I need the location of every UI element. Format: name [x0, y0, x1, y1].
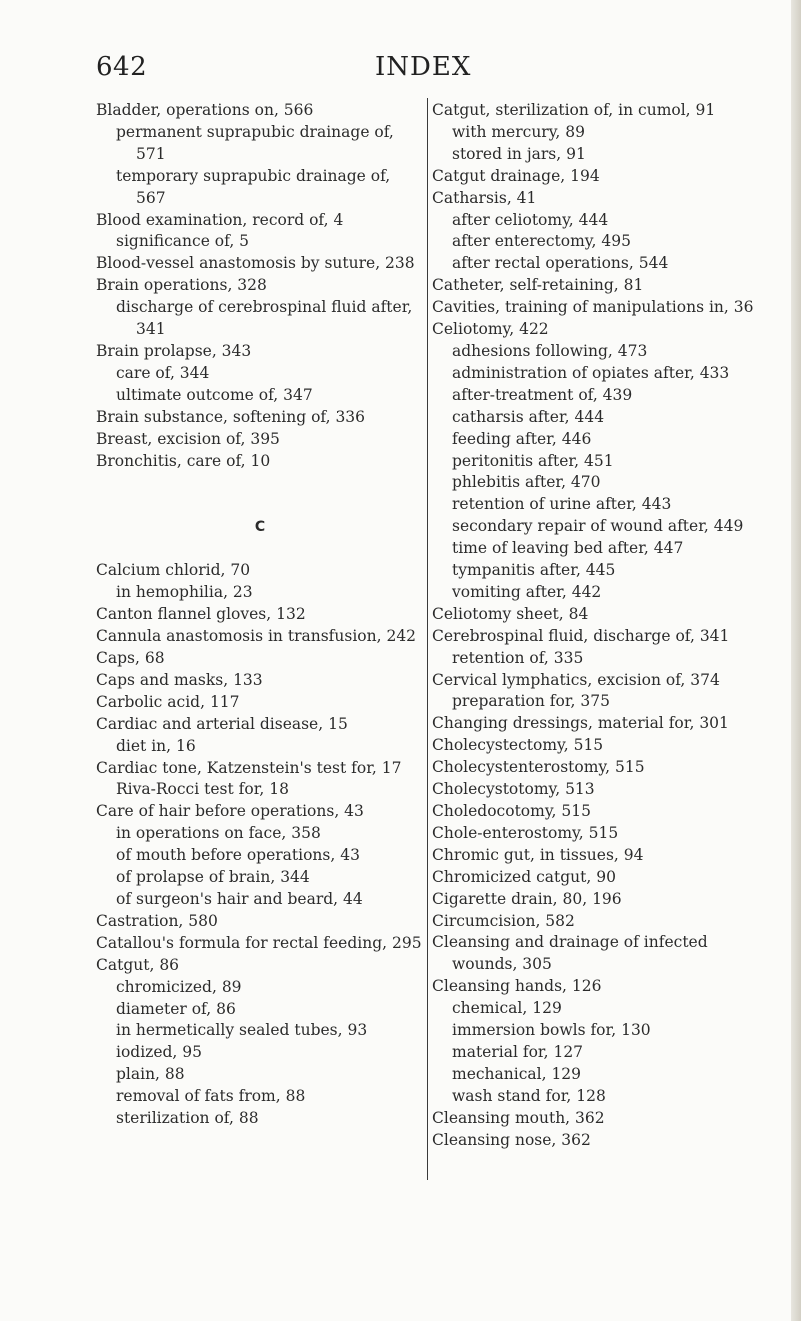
index-entry: Cavities, training of manipulations in, 36 — [432, 298, 754, 317]
index-subentry: catharsis after, 444 — [452, 407, 605, 426]
index-entry: Calcium chlorid, 70 — [96, 561, 251, 580]
index-subentry: tympanitis after, 445 — [452, 561, 616, 580]
index-entry: Bladder, operations on, 566 — [96, 101, 314, 119]
page-number: 642 — [96, 52, 148, 82]
index-subentry: chromicized, 89 — [116, 977, 242, 996]
index-subentry: mechanical, 129 — [452, 1064, 582, 1083]
index-entry: Caps, 68 — [96, 649, 165, 668]
page-edge — [791, 0, 801, 1321]
page-title: INDEX — [375, 52, 472, 82]
index-subentry: material for, 127 — [452, 1042, 584, 1061]
index-subentry: wash stand for, 128 — [452, 1086, 606, 1105]
index-subentry: retention of urine after, 443 — [452, 495, 672, 514]
index-subentry: feeding after, 446 — [452, 429, 592, 448]
index-subentry: after enterectomy, 495 — [452, 232, 631, 251]
index-entry: Changing dressings, material for, 301 — [432, 714, 729, 733]
index-subentry: secondary repair of wound after, 449 — [452, 517, 744, 536]
index-entry: Bronchitis, care of, 10 — [96, 451, 271, 470]
index-entry: Cleansing and drainage of infected wounds, 305 — [432, 933, 708, 974]
index-subentry: time of leaving bed after, 447 — [452, 539, 684, 558]
index-entry: Carbolic acid, 117 — [96, 692, 240, 711]
index-subentry: immersion bowls for, 130 — [452, 1021, 651, 1040]
index-entry: Brain substance, softening of, 336 — [96, 407, 366, 426]
index-subentry: plain, 88 — [116, 1065, 185, 1084]
index-entry: Circumcision, 582 — [432, 911, 575, 930]
index-entry: Celiotomy sheet, 84 — [432, 604, 589, 623]
index-subentry: adhesions following, 473 — [452, 341, 648, 360]
index-entry: Cholecystotomy, 513 — [432, 780, 595, 799]
index-subentry: of prolapse of brain, 344 — [116, 868, 310, 887]
page-header — [0, 52, 801, 92]
index-entry: Celiotomy, 422 — [432, 320, 549, 339]
index-column-left — [96, 100, 424, 1130]
index-subentry: sterilization of, 88 — [116, 1109, 259, 1128]
index-section-b — [96, 100, 424, 472]
index-subentry: in hemophilia, 23 — [116, 583, 253, 602]
index-subentry: administration of opiates after, 433 — [452, 363, 730, 382]
index-entry: Choledocotomy, 515 — [432, 802, 591, 820]
index-subentry: significance of, 5 — [116, 232, 250, 251]
index-section-c — [96, 560, 424, 1130]
index-entry: Cerebrospinal fluid, discharge of, 341 — [432, 626, 730, 645]
section-letter-c: C — [254, 519, 266, 536]
index-subentry: diet in, 16 — [116, 736, 196, 755]
index-subentry: vomiting after, 442 — [452, 582, 602, 601]
index-subentry: retention of, 335 — [452, 648, 584, 667]
index-subentry: temporary suprapubic drainage of, 567 — [116, 166, 391, 207]
index-entry: Castration, 580 — [96, 911, 218, 930]
index-entry: Care of hair before operations, 43 — [96, 802, 364, 821]
index-subentry: care of, 344 — [116, 363, 210, 382]
index-subentry: preparation for, 375 — [452, 692, 610, 711]
index-subentry: phlebitis after, 470 — [452, 473, 601, 492]
index-entry: Cardiac tone, Katzenstein's test for, 17 — [96, 758, 402, 777]
index-entry: Chromic gut, in tissues, 94 — [432, 845, 644, 864]
index-entry: Brain operations, 328 — [96, 276, 267, 295]
index-entry: Breast, excision of, 395 — [96, 429, 280, 448]
index-entry: Caps and masks, 133 — [96, 670, 263, 689]
index-entry: Catgut drainage, 194 — [432, 166, 600, 185]
index-subentry: chemical, 129 — [452, 999, 562, 1018]
index-entry: Blood-vessel anastomosis by suture, 238 — [96, 254, 415, 273]
index-subentry: Riva-Rocci test for, 18 — [116, 780, 289, 799]
index-entry: Cigarette drain, 80, 196 — [432, 889, 622, 908]
index-subentry: after celiotomy, 444 — [452, 210, 609, 229]
index-entry: Catgut, sterilization of, in cumol, 91 — [432, 101, 716, 119]
index-subentry: in hermetically sealed tubes, 93 — [116, 1021, 368, 1040]
index-section-c-continued — [432, 100, 772, 1152]
column-divider — [427, 98, 428, 1180]
index-entry: Cardiac and arterial disease, 15 — [96, 714, 348, 733]
index-entry: Chole-enterostomy, 515 — [432, 823, 619, 842]
index-entry: Cleansing hands, 126 — [432, 977, 602, 996]
index-entry: Catharsis, 41 — [432, 188, 537, 207]
index-subentry: of surgeon's hair and beard, 44 — [116, 890, 363, 908]
index-entry: Cholecystectomy, 515 — [432, 736, 604, 755]
index-entry: Cleansing mouth, 362 — [432, 1108, 605, 1127]
index-subentry: iodized, 95 — [116, 1043, 203, 1062]
index-subentry: of mouth before operations, 43 — [116, 846, 360, 865]
index-entry: Cannula anastomosis in transfusion, 242 — [96, 627, 417, 646]
index-column-right — [432, 100, 772, 1152]
index-subentry: with mercury, 89 — [452, 122, 585, 141]
index-subentry: removal of fats from, 88 — [116, 1087, 306, 1106]
index-entry: Cervical lymphatics, excision of, 374 — [432, 670, 720, 689]
index-entry: Catheter, self-retaining, 81 — [432, 276, 644, 295]
index-entry: Catallou's formula for rectal feeding, 295 — [96, 933, 422, 952]
index-subentry: stored in jars, 91 — [452, 144, 586, 163]
index-entry: Brain prolapse, 343 — [96, 341, 252, 360]
index-subentry: ultimate outcome of, 347 — [116, 385, 313, 404]
index-entry: Cholecystenterostomy, 515 — [432, 758, 645, 777]
index-entry: Catgut, 86 — [96, 955, 180, 974]
index-subentry: permanent suprapubic drainage of, 571 — [116, 122, 394, 163]
index-subentry: in operations on face, 358 — [116, 824, 321, 843]
index-entry: Chromicized catgut, 90 — [432, 867, 616, 886]
index-subentry: peritonitis after, 451 — [452, 451, 614, 470]
index-subentry: diameter of, 86 — [116, 999, 236, 1018]
index-entry: Canton flannel gloves, 132 — [96, 605, 306, 624]
index-subentry: after rectal operations, 544 — [452, 254, 669, 273]
index-entry: Blood examination, record of, 4 — [96, 210, 344, 229]
index-subentry: after-treatment of, 439 — [452, 385, 633, 404]
index-subentry: discharge of cerebrospinal fluid after, 341 — [116, 298, 413, 339]
index-entry: Cleansing nose, 362 — [432, 1130, 591, 1149]
